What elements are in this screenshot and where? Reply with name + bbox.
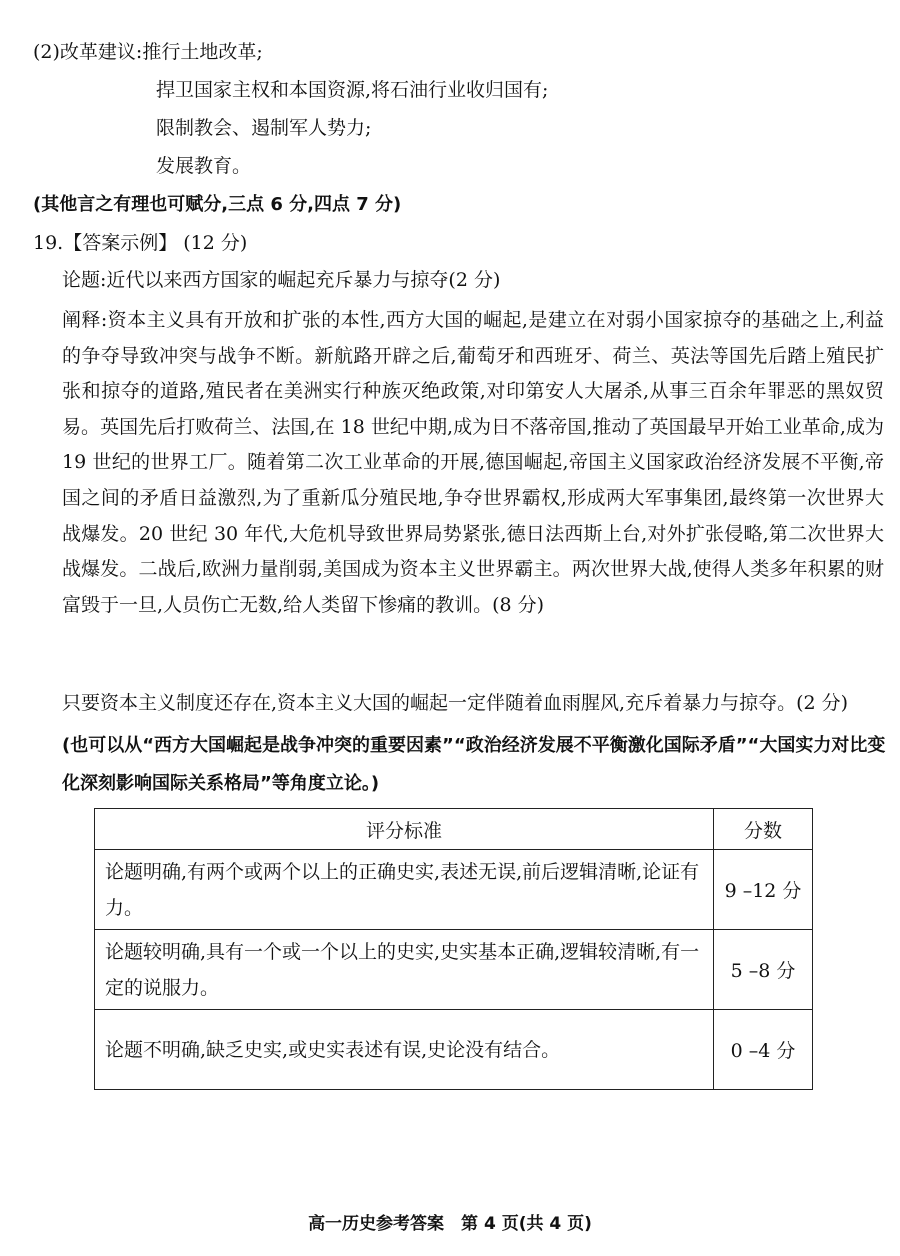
rubric-criteria: 论题不明确,缺乏史实,或史实表述有误,史论没有结合。	[95, 1010, 714, 1090]
rubric-header-score: 分数	[714, 809, 813, 850]
scoring-note: (其他言之有理也可赋分,三点 6 分,四点 7 分)	[33, 194, 402, 215]
q19-conclusion: 只要资本主义制度还存在,资本主义大国的崛起一定伴随着血雨腥风,充斥着暴力与掠夺。(2 分)	[62, 692, 849, 714]
q19-thesis: 论题:近代以来西方国家的崛起充斥暴力与掠夺(2 分)	[62, 269, 501, 291]
rubric-table	[94, 808, 813, 1090]
rubric-score: 9 –12 分	[714, 850, 813, 930]
q19-note: (也可以从“西方大国崛起是战争冲突的重要因素”“政治经济发展不平衡激化国际矛盾”“大国实力对比变化深刻影响国际关系格局”等角度立论。)	[62, 735, 886, 794]
table-row	[95, 1010, 813, 1090]
rubric-header-criteria: 评分标准	[95, 809, 714, 850]
rubric-criteria: 论题较明确,具有一个或一个以上的史实,史实基本正确,逻辑较清晰,有一定的说服力。	[95, 930, 714, 1010]
rubric-score: 5 –8 分	[714, 930, 813, 1010]
page-footer: 高一历史参考答案 第 4 页(共 4 页)	[308, 1214, 592, 1234]
reform-item-2: 限制教会、遏制军人势力;	[156, 117, 372, 139]
table-row	[95, 850, 813, 930]
table-row	[95, 930, 813, 1010]
q19-elaboration: 阐释:资本主义具有开放和扩张的本性,西方大国的崛起,是建立在对弱小国家掠夺的基础之上,利益的争夺导致冲突与战争不断。新航路开辟之后,葡萄牙和西班牙、荷兰、英法等国先后踏上殖民扩张和掠夺的道路,殖民者在美洲实行种族灭绝政策,对印第安人大屠杀,从事三百余年罪恶的黑奴贸易。英国先后打败荷兰、法国,在 18 世纪中期,成为日不落帝国,推动了英国最早开始工业革命,成为 19 世纪的世界工厂。随着第二次工业革命的开展,德国崛起,帝国主义国家政治经济发展不平衡,帝国之间的矛盾日益激烈,为了重新瓜分殖民地,争夺世界霸权,形成两大军事集团,最终第一次世界大战爆发。20 世纪 30 年代,大危机导致世界局势紧张,德日法西斯上台,对外扩张侵略,第二次世界大战爆发。二战后,欧洲力量削弱,美国成为资本主义世界霸主。两次世界大战,使得人类多年积累的财富毁于一旦,人员伤亡无数,给人类留下惨痛的教训。(8 分)	[62, 309, 884, 616]
rubric-criteria: 论题明确,有两个或两个以上的正确史实,表述无误,前后逻辑清晰,论证有力。	[95, 850, 714, 930]
rubric-header-row	[95, 809, 813, 850]
rubric-score: 0 –4 分	[714, 1010, 813, 1090]
q19-header: 19.【答案示例】 (12 分)	[33, 232, 248, 254]
reform-item-3: 发展教育。	[156, 155, 252, 177]
reform-suggestion-title: (2)改革建议:推行土地改革;	[33, 41, 263, 63]
reform-item-1: 捍卫国家主权和本国资源,将石油行业收归国有;	[156, 79, 549, 101]
